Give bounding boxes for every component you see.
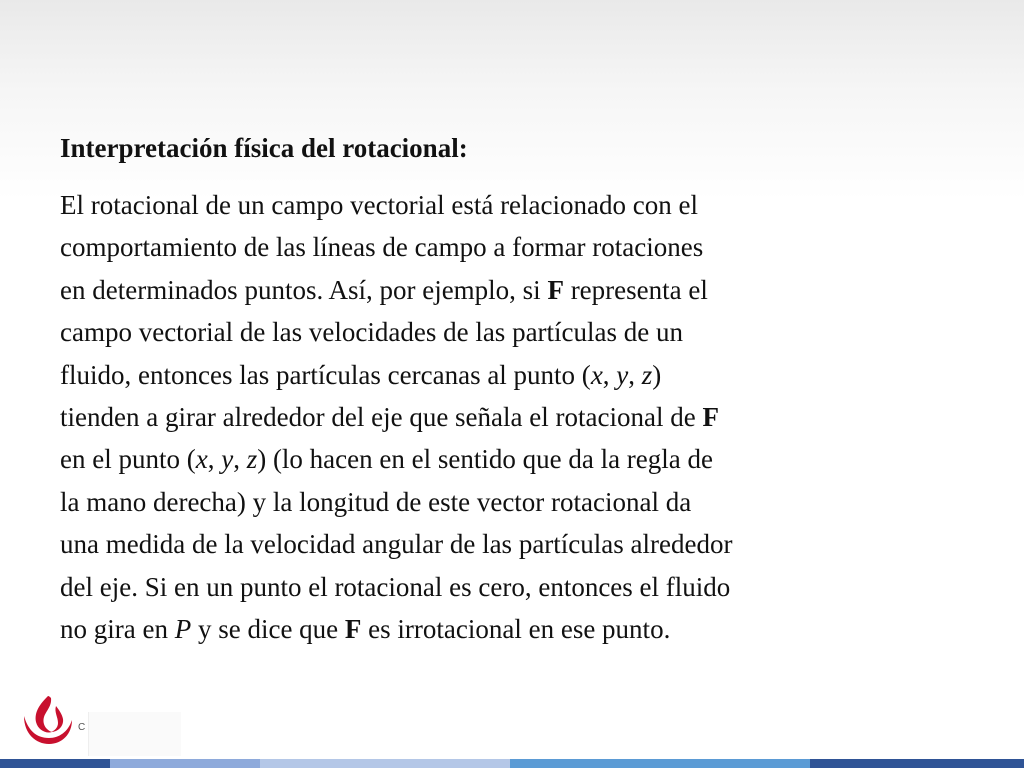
text-run: no gira en	[60, 614, 175, 645]
text-run: es irrotacional en ese punto.	[361, 614, 671, 645]
slide-paragraph	[60, 184, 960, 650]
logo-graphic	[18, 690, 76, 748]
bottom-bar-segment	[810, 759, 1024, 768]
paragraph-line	[60, 566, 960, 608]
text-run: en el punto (	[60, 444, 196, 475]
text-run: ,	[628, 359, 642, 390]
text-run: )	[652, 359, 662, 390]
text-run: fluido, entonces las partículas cercanas al punto (	[60, 359, 591, 390]
text-run: ) (lo hacen en el sentido que da la regla de	[257, 444, 713, 475]
italic-text-run: z	[246, 444, 258, 475]
text-run: y se dice que	[191, 614, 345, 645]
paragraph-line	[60, 269, 960, 311]
slide-content	[60, 128, 960, 650]
text-run: comportamiento de las líneas de campo a formar rotaciones	[60, 232, 704, 263]
text-run: la mano derecha) y la longitud de este vector rotacional da	[60, 486, 692, 517]
text-run: una medida de la velocidad angular de las partículas alrededor	[60, 529, 733, 560]
paragraph-line	[60, 184, 960, 226]
bold-text-run: F	[344, 614, 362, 645]
text-run: en determinados puntos. Así, por ejemplo, si	[60, 274, 548, 305]
text-run: ,	[207, 444, 222, 475]
bold-text-run: F	[547, 274, 564, 305]
italic-text-run: z	[641, 359, 653, 390]
italic-text-run: P	[174, 614, 192, 645]
bottom-bar-segment	[260, 759, 510, 768]
text-run: del eje. Si en un punto el rotacional es cero, entonces el fluido	[60, 571, 731, 602]
text-run: ,	[233, 444, 247, 475]
text-run: representa el	[563, 274, 708, 305]
paragraph-line	[60, 481, 960, 523]
paragraph-line	[60, 226, 960, 268]
upc-flame-logo-icon	[18, 690, 76, 748]
footer-panel	[88, 712, 181, 756]
logo-suffix-text: C	[78, 722, 86, 733]
text-run: ,	[602, 359, 617, 390]
paragraph-line	[60, 523, 960, 565]
bottom-bar-segment	[110, 759, 260, 768]
bottom-bar-segment	[510, 759, 810, 768]
italic-text-run: x	[195, 444, 208, 475]
bottom-bar-segment	[0, 759, 110, 768]
paragraph-line	[60, 354, 960, 396]
italic-text-run: y	[221, 444, 234, 475]
slide-heading: Interpretación física del rotacional:	[60, 133, 468, 163]
text-run: El rotacional de un campo vectorial está relacionado con el	[60, 190, 698, 220]
paragraph-line	[60, 438, 960, 480]
italic-text-run: y	[616, 359, 629, 390]
italic-text-run: x	[590, 359, 603, 390]
paragraph-line	[60, 311, 960, 353]
paragraph-line	[60, 608, 960, 650]
bold-text-run: F	[702, 402, 719, 433]
paragraph-line	[60, 396, 960, 438]
text-run: tienden a girar alrededor del eje que señala el rotacional de	[60, 402, 703, 433]
bottom-accent-bar	[0, 759, 1024, 768]
text-run: campo vectorial de las velocidades de las partículas de un	[60, 317, 684, 348]
